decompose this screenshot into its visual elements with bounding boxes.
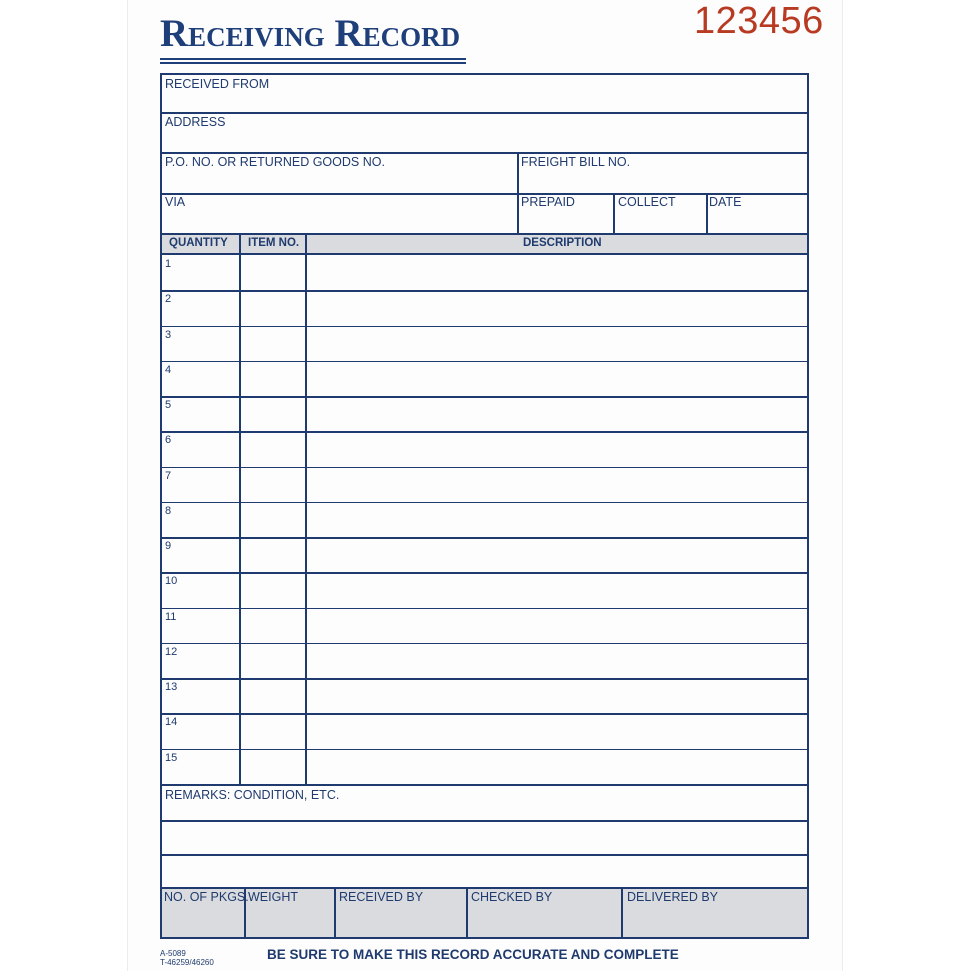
item-number-cell[interactable] [241,539,304,570]
description-cell[interactable] [307,751,807,782]
weight-field[interactable] [246,905,333,937]
quantity-cell[interactable] [162,469,238,500]
item-number-cell[interactable] [241,610,304,641]
row-number: 4 [165,363,172,376]
description-cell[interactable] [307,539,807,570]
po-number-label: P.O. NO. OR RETURNED GOODS NO. [165,155,385,169]
item-number-cell[interactable] [241,680,304,711]
remarks-line-1 [161,820,808,822]
description-cell[interactable] [307,398,807,429]
row-number: 6 [165,434,172,447]
freight-bill-label: FREIGHT BILL NO. [521,155,631,169]
description-cell[interactable] [307,504,807,535]
item-number-cell[interactable] [241,363,304,394]
delivered-by-field[interactable] [623,905,807,937]
divider-collect [706,193,708,234]
row-number: 15 [165,751,178,764]
description-cell[interactable] [307,469,807,500]
date-label: DATE [709,195,742,209]
remarks-field[interactable] [162,803,807,887]
quantity-cell[interactable] [162,433,238,464]
title-underline-second [160,62,466,64]
checked-by-field[interactable] [468,905,620,937]
row-number: 2 [165,293,172,306]
item-number-cell[interactable] [241,257,304,288]
quantity-cell[interactable] [162,715,238,746]
title-underline [160,58,466,60]
item-number-cell[interactable] [241,469,304,500]
po-number-field[interactable] [162,170,516,192]
weight-label: WEIGHT [248,890,298,904]
description-cell[interactable] [307,574,807,605]
item-number-cell[interactable] [241,574,304,605]
received-by-field[interactable] [336,905,465,937]
no-of-pkgs-field[interactable] [163,905,243,937]
row-number: 9 [165,540,172,553]
description-cell[interactable] [307,328,807,359]
quantity-cell[interactable] [162,610,238,641]
received-by-label: RECEIVED BY [339,890,424,904]
quantity-cell[interactable] [162,680,238,711]
row-number: 8 [165,504,172,517]
item-number-cell[interactable] [241,433,304,464]
address-field[interactable] [162,130,807,151]
table-bottom-line [161,784,808,786]
quantity-header: QUANTITY [169,237,228,249]
serial-number: 123456 [694,0,824,42]
via-field[interactable] [162,210,516,232]
item-number-cell[interactable] [241,715,304,746]
description-cell[interactable] [307,292,807,323]
item-number-cell[interactable] [241,751,304,782]
description-header: DESCRIPTION [523,237,602,249]
row-number: 13 [165,681,178,694]
remarks-line-2 [161,854,808,856]
row-number: 12 [165,645,178,658]
form-title: Receiving Record [160,12,461,55]
delivered-by-label: DELIVERED BY [627,890,719,904]
item-number-cell[interactable] [241,504,304,535]
quantity-cell[interactable] [162,398,238,429]
item-number-cell[interactable] [241,292,304,323]
item-number-cell[interactable] [241,398,304,429]
address-label: ADDRESS [165,115,226,129]
row-number: 1 [165,258,172,270]
quantity-cell[interactable] [162,645,238,676]
row-number: 11 [165,610,177,623]
item-number-cell[interactable] [241,645,304,676]
item-number-header: ITEM NO. [248,237,300,249]
remarks-label: REMARKS: CONDITION, ETC. [165,788,340,802]
quantity-cell[interactable] [162,328,238,359]
received-from-label: RECEIVED FROM [165,77,270,91]
row-number: 3 [165,328,172,341]
freight-bill-field[interactable] [520,170,807,192]
description-cell[interactable] [307,257,807,288]
quantity-cell[interactable] [162,363,238,394]
description-cell[interactable] [307,715,807,746]
divider-address [161,152,808,154]
no-of-pkgs-label: NO. OF PKGS. [164,890,249,904]
quantity-cell[interactable] [162,539,238,570]
row-number: 7 [165,469,172,482]
table-header-divider [161,253,808,255]
collect-label: COLLECT [618,195,676,209]
divider-freight [517,152,519,234]
date-field[interactable] [709,210,807,232]
row-number: 14 [165,716,178,729]
quantity-cell[interactable] [162,504,238,535]
quantity-cell[interactable] [162,574,238,605]
divider-received-from [161,112,808,114]
quantity-cell[interactable] [162,292,238,323]
collect-field[interactable] [616,210,705,232]
form-code: A-5089 [160,949,186,958]
description-cell[interactable] [307,645,807,676]
received-from-field[interactable] [162,92,807,111]
item-number-cell[interactable] [241,328,304,359]
prepaid-field[interactable] [520,210,612,232]
checked-by-label: CHECKED BY [471,890,553,904]
description-cell[interactable] [307,363,807,394]
quantity-cell[interactable] [162,751,238,782]
quantity-cell[interactable] [162,257,238,288]
row-number: 5 [165,399,172,412]
divider-prepaid [613,193,615,234]
description-cell[interactable] [307,610,807,641]
form-code-secondary: T-46259/46260 [160,958,214,967]
description-cell[interactable] [307,680,807,711]
description-cell[interactable] [307,433,807,464]
via-label: VIA [165,195,186,209]
row-number: 10 [165,575,178,588]
footer-note: BE SURE TO MAKE THIS RECORD ACCURATE AND COMPLETE [267,947,679,962]
prepaid-label: PREPAID [521,195,575,209]
